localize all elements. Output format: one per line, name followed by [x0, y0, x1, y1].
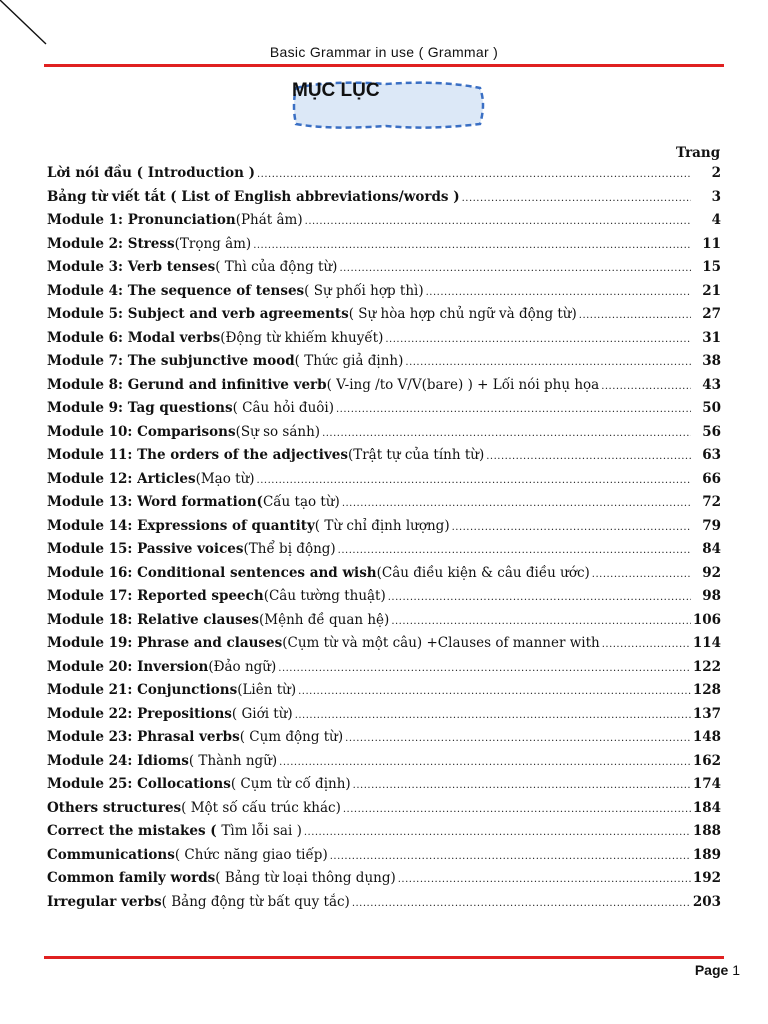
toc-entry-title: Module 12: Articles [47, 470, 196, 487]
toc-entry[interactable] [47, 212, 721, 236]
toc-entry-page: 122 [692, 658, 721, 675]
table-of-contents [47, 165, 721, 917]
toc-entry-page: 162 [692, 752, 721, 769]
toc-entry[interactable] [47, 541, 721, 565]
dot-leader [343, 804, 691, 815]
toc-entry-label [47, 729, 343, 745]
toc-entry-title: Module 15: Passive voices [47, 541, 244, 557]
toc-entry[interactable] [47, 659, 721, 683]
dot-leader [253, 240, 691, 251]
toc-entry-label [47, 330, 383, 346]
toc-entry[interactable] [47, 306, 721, 330]
page-footer [695, 962, 740, 978]
toc-entry-page: 184 [692, 799, 721, 816]
toc-entry-subtitle: (Sự so sánh) [235, 423, 321, 440]
dot-leader [295, 710, 691, 721]
dot-leader [398, 874, 691, 885]
toc-entry-subtitle: (Trọng âm) [174, 235, 252, 252]
toc-entry-label [47, 612, 389, 628]
toc-entry-title: Module 22: Prepositions [47, 705, 232, 722]
toc-entry-title: Module 13: Word formation( [47, 494, 263, 510]
toc-entry-label [47, 447, 484, 463]
toc-entry-subtitle: ( Thức giả định) [294, 353, 404, 369]
toc-entry-title: Module 17: Reported speech [47, 588, 264, 604]
toc-entry-page: 43 [702, 376, 721, 393]
toc-entry-label [47, 189, 460, 205]
toc-entry[interactable] [47, 259, 721, 283]
toc-entry-page: 137 [692, 705, 721, 722]
toc-entry-page: 50 [702, 400, 721, 416]
toc-entry-subtitle: (Cụm từ và một câu) +Clauses of manner with [282, 635, 600, 651]
toc-entry-page: 174 [692, 776, 721, 792]
toc-entry-subtitle: ( Một số cấu trúc khác) [181, 799, 341, 816]
toc-entry-title: Module 11: The orders of the adjectives [47, 447, 348, 463]
dot-leader [601, 381, 691, 392]
toc-entry-page: 79 [702, 517, 721, 534]
toc-entry-label [47, 659, 276, 675]
toc-entry-title: Module 24: Idioms [47, 752, 189, 769]
dot-leader [385, 334, 691, 345]
toc-entry-page: 72 [702, 494, 721, 510]
toc-entry-label [47, 635, 600, 651]
toc-entry-subtitle: (Câu điều kiện & câu điều ước) [376, 564, 590, 581]
toc-entry-subtitle: ( Sự hòa hợp chủ ngữ và động từ) [348, 306, 577, 322]
toc-entry-subtitle: ( V-ing /to V/V(bare) ) + Lối nói phụ họa [326, 376, 600, 393]
toc-entry-page: 188 [692, 823, 721, 839]
toc-entry[interactable] [47, 753, 721, 777]
toc-entry-label [47, 894, 350, 910]
toc-entry-page: 2 [711, 165, 721, 181]
toc-entry-page: 114 [692, 635, 721, 651]
toc-entry-subtitle: (Động từ khiếm khuyết) [220, 329, 384, 346]
toc-entry-label [47, 800, 341, 816]
toc-entry-label [47, 424, 320, 440]
toc-entry-title: Module 18: Relative clauses [47, 611, 259, 628]
toc-entry-page: 27 [702, 306, 721, 322]
toc-entry-title: Module 21: Conjunctions [47, 682, 238, 698]
toc-entry-label [47, 565, 590, 581]
toc-entry[interactable] [47, 729, 721, 753]
toc-entry-title: Module 4: The sequence of tenses [47, 282, 305, 299]
toc-entry-label [47, 823, 302, 839]
toc-entry[interactable] [47, 447, 721, 471]
toc-entry-title: Lời nói đầu ( Introduction ) [47, 165, 255, 181]
toc-entry[interactable] [47, 377, 721, 401]
toc-entry-title: Module 23: Phrasal verbs [47, 729, 240, 745]
toc-entry-subtitle: ( Câu hỏi đuôi) [232, 400, 334, 416]
toc-entry-subtitle: ( Từ chỉ định lượng) [314, 517, 450, 534]
dot-leader [405, 357, 691, 368]
toc-entry[interactable] [47, 776, 721, 800]
dot-leader [257, 475, 691, 486]
toc-entry[interactable] [47, 330, 721, 354]
toc-entry-label [47, 753, 277, 769]
dot-leader [298, 686, 691, 697]
toc-entry-page: 3 [711, 188, 721, 205]
toc-entry-label [47, 236, 251, 252]
toc-entry-page: 192 [692, 870, 721, 886]
toc-entry-title: Communications [47, 846, 175, 863]
dot-leader [278, 663, 691, 674]
toc-entry[interactable] [47, 635, 721, 659]
toc-entry-page: 92 [702, 564, 721, 581]
toc-entry-label [47, 541, 336, 557]
toc-entry[interactable] [47, 894, 721, 918]
dot-leader [257, 169, 691, 180]
toc-entry-subtitle: (Thể bị động) [243, 541, 336, 557]
dot-leader [353, 780, 691, 791]
toc-entry[interactable] [47, 565, 721, 589]
toc-entry-subtitle: ( Chức năng giao tiếp) [174, 846, 328, 863]
toc-entry-page: 203 [692, 893, 721, 910]
toc-entry[interactable] [47, 847, 721, 871]
toc-entry-label [47, 283, 424, 299]
toc-entry-subtitle: ( Cụm từ cố định) [230, 776, 351, 792]
dot-leader [304, 827, 691, 838]
toc-entry-page: 84 [702, 541, 721, 557]
toc-entry-subtitle: Tìm lỗi sai ) [221, 823, 302, 839]
toc-entry-subtitle: ( Cụm động từ) [239, 729, 344, 745]
toc-entry-label [47, 212, 303, 228]
dot-leader [602, 639, 691, 650]
dot-leader [426, 287, 691, 298]
toc-entry[interactable] [47, 471, 721, 495]
toc-entry-label [47, 706, 293, 722]
toc-entry-subtitle: Cấu tạo từ) [262, 494, 340, 510]
toc-entry-page: 148 [692, 729, 721, 745]
toc-entry-page: 31 [702, 329, 721, 346]
toc-entry-subtitle: (Mạo từ) [195, 470, 255, 487]
toc-entry-label [47, 353, 403, 369]
toc-entry-page: 98 [702, 588, 721, 604]
toc-entry-title: Correct the mistakes ( [47, 823, 222, 839]
dot-leader [338, 545, 691, 556]
toc-entry-subtitle: ( Thành ngữ) [188, 752, 278, 769]
dot-leader [486, 451, 691, 462]
toc-entry-page: 106 [692, 611, 721, 628]
dot-leader [462, 193, 691, 204]
toc-entry-subtitle: (Phát âm) [235, 212, 303, 228]
toc-entry-title: Module 25: Collocations [47, 776, 231, 792]
toc-entry[interactable] [47, 588, 721, 612]
toc-entry-label [47, 471, 255, 487]
toc-entry-subtitle: (Mệnh đề quan hệ) [258, 611, 390, 628]
toc-entry-title: Module 20: Inversion [47, 658, 209, 675]
toc-entry-title: Module 10: Comparisons [47, 423, 236, 440]
dot-leader [345, 733, 691, 744]
toc-entry-subtitle: ( Bảng từ loại thông dụng) [215, 870, 396, 886]
toc-entry[interactable] [47, 353, 721, 377]
toc-entry[interactable] [47, 165, 721, 189]
toc-entry-label [47, 165, 255, 181]
toc-entry-title: Module 6: Modal verbs [47, 329, 221, 346]
toc-entry-title: Others structures [47, 799, 182, 816]
toc-entry-label [47, 682, 296, 698]
toc-entry-subtitle: ( Sự phối hợp thì) [304, 282, 424, 299]
toc-entry[interactable] [47, 424, 721, 448]
toc-entry-subtitle: ( Thì của động từ) [215, 259, 338, 275]
dot-leader [391, 616, 691, 627]
dot-leader [342, 498, 691, 509]
toc-entry-title: Bảng từ viết tắt ( List of English abbreviations/words ) [47, 188, 460, 205]
toc-entry-page: 11 [702, 235, 721, 252]
toc-entry[interactable] [47, 283, 721, 307]
toc-entry[interactable] [47, 800, 721, 824]
toc-entry[interactable] [47, 494, 721, 518]
dot-leader [388, 592, 691, 603]
toc-entry-label [47, 306, 577, 322]
toc-entry-title: Module 19: Phrase and clauses [47, 635, 283, 651]
page-column-label: Trang [676, 145, 721, 161]
toc-entry-label [47, 870, 396, 886]
toc-entry-title: Module 5: Subject and verb agreements [47, 306, 349, 322]
toc-entry[interactable] [47, 612, 721, 636]
toc-entry[interactable] [47, 706, 721, 730]
header-rule [44, 64, 724, 67]
footer-rule [44, 956, 724, 959]
toc-entry-subtitle: (Câu tường thuật) [263, 588, 386, 604]
toc-entry[interactable] [47, 400, 721, 424]
dot-leader [579, 310, 691, 321]
toc-entry-page: 21 [702, 282, 721, 299]
toc-entry-label [47, 259, 337, 275]
page-label: Page [694, 962, 729, 978]
toc-entry-subtitle: (Trật tự của tính từ) [347, 447, 485, 463]
toc-entry[interactable] [47, 189, 721, 213]
dot-leader [305, 216, 691, 227]
toc-entry[interactable] [47, 823, 721, 847]
toc-entry[interactable] [47, 518, 721, 542]
toc-entry-title: Module 16: Conditional sentences and wish [47, 564, 377, 581]
toc-entry-page: 66 [702, 470, 721, 487]
toc-entry[interactable] [47, 870, 721, 894]
toc-entry-page: 15 [702, 259, 721, 275]
dot-leader [592, 569, 691, 580]
toc-entry-label [47, 377, 599, 393]
toc-title: MỤC LỤC [292, 80, 380, 101]
toc-entry-title: Module 9: Tag questions [47, 400, 233, 416]
toc-entry-subtitle: ( Bảng động từ bất quy tắc) [161, 893, 350, 910]
toc-entry-page: 38 [702, 353, 721, 369]
page-header: Basic Grammar in use ( Grammar ) [269, 44, 499, 60]
toc-entry-page: 4 [711, 212, 721, 228]
toc-entry-subtitle: (Liên từ) [237, 682, 297, 698]
page-number: 1 [732, 962, 740, 978]
toc-entry-subtitle: ( Giới từ) [231, 705, 293, 722]
toc-entry-title: Irregular verbs [47, 893, 162, 910]
dot-leader [279, 757, 691, 768]
toc-entry-label [47, 776, 351, 792]
toc-entry-title: Module 14: Expressions of quantity [47, 517, 315, 534]
dot-leader [330, 851, 691, 862]
toc-entry-title: Module 3: Verb tenses [47, 259, 216, 275]
toc-entry-label [47, 400, 334, 416]
toc-entry-title: Module 8: Gerund and infinitive verb [47, 376, 327, 393]
dot-leader [352, 898, 691, 909]
toc-entry-label [47, 588, 386, 604]
toc-entry-page: 128 [692, 682, 721, 698]
toc-entry-label [47, 494, 340, 510]
toc-entry-page: 189 [692, 846, 721, 863]
toc-entry[interactable] [47, 682, 721, 706]
toc-entry-page: 56 [702, 423, 721, 440]
toc-entry-subtitle: (Đảo ngữ) [208, 658, 277, 675]
dot-leader [452, 522, 691, 533]
dot-leader [322, 428, 691, 439]
toc-entry-title: Module 1: Pronunciation [47, 212, 236, 228]
toc-entry-label [47, 847, 328, 863]
dot-leader [339, 263, 691, 274]
toc-entry-title: Module 2: Stress [47, 235, 175, 252]
toc-entry-label [47, 518, 450, 534]
toc-entry[interactable] [47, 236, 721, 260]
dot-leader [336, 404, 691, 415]
toc-entry-page: 63 [702, 447, 721, 463]
toc-entry-title: Common family words [47, 870, 216, 886]
toc-entry-title: Module 7: The subjunctive mood [47, 353, 295, 369]
